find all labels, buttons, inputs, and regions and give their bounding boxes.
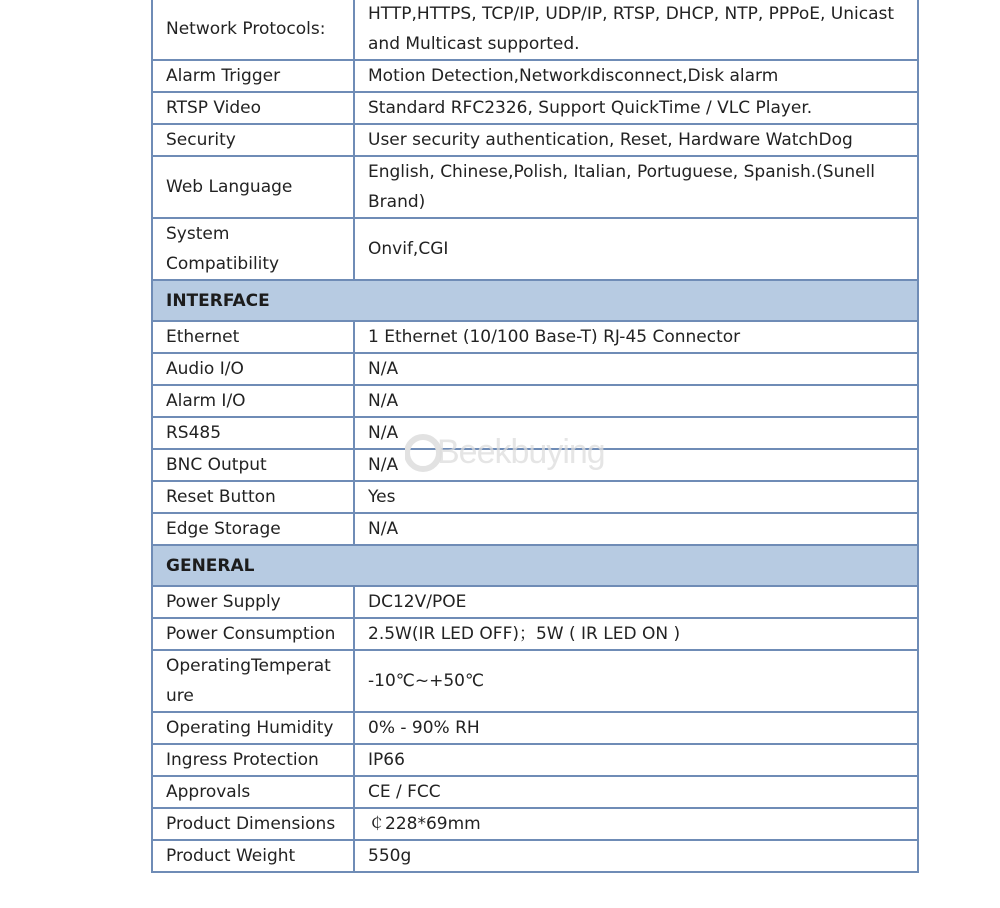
table-row [152,808,918,840]
spec-label: Security [152,124,354,156]
section-header-interface [152,280,918,321]
table-row [152,618,918,650]
spec-label: Power Supply [152,586,354,618]
spec-value: N/A [354,353,918,385]
spec-value: 1 Ethernet (10/100 Base-T) RJ-45 Connector [354,321,918,353]
spec-label: Web Language [152,156,354,218]
spec-value: ￠228*69mm [354,808,918,840]
spec-value: Standard RFC2326, Support QuickTime / VLC Player. [354,92,918,124]
table-row [152,60,918,92]
table-row [152,417,918,449]
spec-value: N/A [354,417,918,449]
table-row [152,385,918,417]
spec-label: Alarm I/O [152,385,354,417]
spec-value: N/A [354,385,918,417]
table-row [152,449,918,481]
table-row [152,353,918,385]
spec-label: OperatingTemperature [152,650,354,712]
spec-value: 2.5W(IR LED OFF)；5W ( IR LED ON ) [354,618,918,650]
table-row [152,481,918,513]
spec-label: BNC Output [152,449,354,481]
table-row [152,321,918,353]
spec-label: Power Consumption [152,618,354,650]
spec-value: Onvif,CGI [354,218,918,280]
spec-label: Ingress Protection [152,744,354,776]
spec-label: System Compatibility [152,218,354,280]
spec-value: Motion Detection,Networkdisconnect,Disk alarm [354,60,918,92]
spec-label: Product Weight [152,840,354,872]
table-row [152,156,918,218]
table-row [152,586,918,618]
table-row [152,0,918,60]
spec-label: Audio I/O [152,353,354,385]
spec-label: Reset Button [152,481,354,513]
spec-value: 0% - 90% RH [354,712,918,744]
table-row [152,712,918,744]
table-row [152,650,918,712]
spec-value: CE / FCC [354,776,918,808]
spec-label: Product Dimensions [152,808,354,840]
table-row [152,513,918,545]
table-row [152,92,918,124]
watermark-text: Beekbuying [437,433,605,471]
section-title: INTERFACE [152,280,918,321]
spec-value: User security authentication, Reset, Hardware WatchDog [354,124,918,156]
spec-value: N/A [354,513,918,545]
spec-value: DC12V/POE [354,586,918,618]
section-title: GENERAL [152,545,918,586]
spec-label: Alarm Trigger [152,60,354,92]
table-row [152,776,918,808]
section-header-general [152,545,918,586]
spec-value: Yes [354,481,918,513]
table-row [152,840,918,872]
spec-value: -10℃~+50℃ [354,650,918,712]
spec-label: Operating Humidity [152,712,354,744]
table-row [152,124,918,156]
spec-table [151,0,919,873]
spec-value: N/A [354,449,918,481]
spec-value: HTTP,HTTPS, TCP/IP, UDP/IP, RTSP, DHCP, NTP, PPPoE, Unicast and Multicast supported. [354,0,918,60]
spec-label: Edge Storage [152,513,354,545]
spec-label: RTSP Video [152,92,354,124]
spec-label: Ethernet [152,321,354,353]
spec-label: Network Protocols: [152,0,354,60]
table-row [152,218,918,280]
table-row [152,744,918,776]
spec-value: IP66 [354,744,918,776]
spec-value: 550g [354,840,918,872]
spec-label: Approvals [152,776,354,808]
spec-label: RS485 [152,417,354,449]
spec-value: English, Chinese,Polish, Italian, Portuguese, Spanish.(Sunell Brand) [354,156,918,218]
